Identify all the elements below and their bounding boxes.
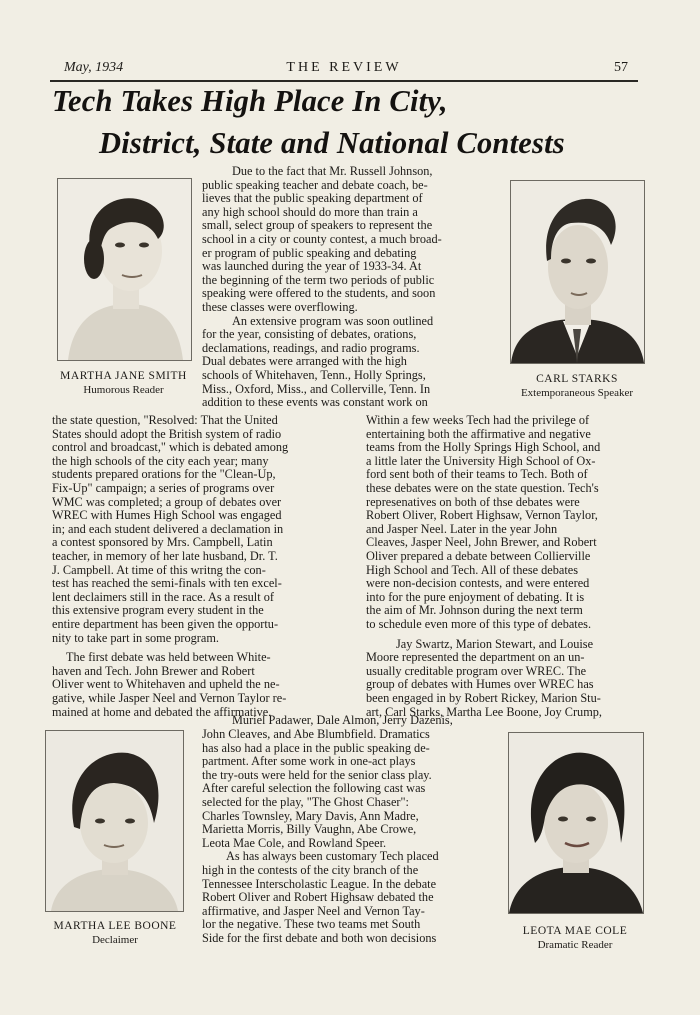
text-line: entire department has been given the opportu- [52,617,279,631]
text-line: for the year, consisting of debates, orations, [202,327,417,342]
portrait-carl-starks [511,181,644,363]
text-line: nity to take part in some program. [52,630,219,645]
text-line: haven and Tech. John Brewer and Robert [52,663,255,678]
text-line: Charles Townsley, Mary Davis, Ann Madre, [202,808,419,823]
issue-date: May, 1934 [64,60,124,75]
portrait-photo [510,180,645,364]
text-line: small, select group of speakers to represent the [202,218,433,233]
text-line: schools of Whitehaven, Tenn., Holly Springs, [202,368,426,382]
text-line: the beginning of the term two periods of public [202,272,435,287]
text-line: lor the negative. These two teams met South [202,917,421,932]
text-line: Muriel Padawer, Dale Almon, Jerry Dazenis, [232,713,453,727]
text-line: usually creditable program over WREC. The [366,663,587,678]
text-line: Robert Oliver, Robert Highsaw, Vernon Taylor, [366,508,598,523]
portrait-martha-jane-smith [58,179,191,360]
text-line: Fix-Up" campaign; a series of programs over [52,481,275,495]
text-line: these debates were on the state question. Tech's [366,481,599,495]
text-line: J. Campbell. At time of this writng the con- [52,562,266,577]
text-line: States should adopt the British system of radio [52,426,282,441]
text-line: entertaining both the affirmative and negative [366,426,591,441]
text-line: ford sent both of their teams to Tech. Both of [366,467,588,482]
photo-caption-role: Dramatic Reader [537,939,613,951]
text-line: Leota Mae Cole, and Rowland Speer. [202,835,387,850]
text-line: selected for the play, "The Ghost Chaser": [202,795,409,809]
text-line: school in a city or county contest, a much broad- [202,232,442,246]
text-line: to schedule even more of this type of debates. [366,617,592,631]
photo-caption-role: Humorous Reader [83,384,164,396]
portrait-photo [508,732,644,914]
text-line: a contest sponsored by Mrs. Campbell, Latin [52,535,273,550]
headline-line-1: Tech Takes High Place In City, [52,84,448,118]
text-line: art, Carl Starks, Martha Lee Boone, Joy Crump, [366,704,602,719]
page-number: 57 [614,60,628,75]
text-line: the aim of Mr. Johnson during the next term [366,603,583,618]
text-line: speaking were offered to the students, and soon [202,286,436,301]
text-line: into for the pure enjoyment of debating. It is [366,589,585,604]
text-line: was launched during the year of 1933-34. At [202,259,422,274]
text-line: Side for the first debate and both won decisions [202,931,437,945]
text-line: Jay Swartz, Marion Stewart, and Louise [396,636,594,651]
photo-caption-name: MARTHA LEE BOONE [53,920,177,932]
text-line: test has reached the semi-finals with ten excel- [52,576,282,591]
portrait-leota-mae-cole [509,733,643,913]
text-line: An extensive program was soon outlined [232,313,434,328]
text-line: Tennessee Interscholastic League. In the debate [202,876,437,891]
photo-caption-role: Declaimer [92,934,138,946]
photo-caption-role: Extemporaneous Speaker [520,387,634,399]
text-line: the state question, "Resolved: That the United [52,413,278,427]
text-line: partment. After some work in one-act plays [202,754,416,769]
text-line: were non-decision contests, and were entered [366,576,590,591]
text-line: Dual debates were arranged with the high [202,354,407,369]
text-line: a little later the University High School of Ox- [366,453,596,468]
text-line: affirmative, and Jasper Neel and Vernon Tay- [202,903,425,918]
portrait-martha-lee-boone [46,731,183,911]
text-line: As has always been customary Tech placed [226,849,439,864]
text-line: mained at home and debated the affirmative. [52,704,272,719]
text-line: this extensive program every student in the [52,603,264,618]
headline-line-2: District, State and National Contests [99,126,565,160]
text-line: declamations, readings, and radio programs. [202,340,420,355]
photo-caption-name: LEOTA MAE COLE [522,925,628,937]
text-line: Marietta Morris, Billy Vaughn, Abe Crowe, [202,822,417,837]
text-line: Within a few weeks Tech had the privilege of [366,413,590,427]
text-line: The first debate was held between White- [66,650,271,665]
text-line: addition to these events was constant work on [202,395,428,410]
portrait-photo [57,178,192,361]
text-line: er program of public speaking and debating [202,245,417,260]
photo-caption-name: CARL STARKS [536,373,618,385]
text-line: Cleaves, Jasper Neel, John Brewer, and Robert [366,535,597,550]
text-line: public speaking teacher and debate coach, be- [202,177,428,192]
text-line: lieves that the public speaking department of [202,191,423,206]
text-line: Oliver prepared a debate between Collierville [366,549,591,563]
magazine-title: THE REVIEW [286,60,402,75]
text-line: the high schools of the city each year; many [52,453,269,468]
photo-caption-name: MARTHA JANE SMITH [60,370,187,382]
text-line: WREC with Humes High School was engaged [52,508,282,523]
text-line: teacher, in memory of her late husband, Dr. T. [52,549,278,563]
text-line: in; and each student delivered a declamation in [52,521,284,536]
text-line: high in the contests of the city branch of the [202,863,419,877]
text-line: students prepared orations for the "Clean-Up, [52,467,276,482]
text-line: has also had a place in the public speaking de- [202,740,430,755]
text-line: the try-outs were held for the senior class play. [202,767,432,782]
text-line: been engaged in by Robert Rickey, Marion Stu- [366,691,601,705]
text-line: WMC was completed; a group of debates over [52,494,282,509]
text-line: group of debates with Humes over WREC has [366,677,594,692]
portrait-photo [45,730,184,912]
page-header [50,58,638,82]
text-line: Oliver went to Whitehaven and upheld the ne- [52,677,280,692]
text-line: High School and Tech. All of these debates [366,562,579,577]
text-line: Miss., Oxford, Miss., and Collerville, Tenn. In [202,381,431,396]
text-line: teams from the Holly Springs High School, and [366,440,601,455]
text-line: Moore represented the department on an un- [366,650,585,665]
text-line: gative, while Jasper Neel and Vernon Taylor re- [52,691,287,705]
text-line: John Cleaves, and Abe Blumbfield. Dramatics [202,727,430,741]
text-line: these classes were overflowing. [202,300,358,314]
text-line: and Jasper Neel. Later in the year John [366,521,558,536]
text-line: represenatives on both of thse debates were [366,494,580,509]
text-line: Due to the fact that Mr. Russell Johnson, [232,164,433,178]
text-line: Robert Oliver and Robert Highsaw debated the [202,890,434,905]
text-line: After careful selection the following cast was [202,781,426,796]
text-line: any high school should do more than train a [202,204,418,219]
text-line: control and broadcast," which is debated among [52,440,289,455]
text-line: lent declaimers still in the race. As a result of [52,589,274,604]
